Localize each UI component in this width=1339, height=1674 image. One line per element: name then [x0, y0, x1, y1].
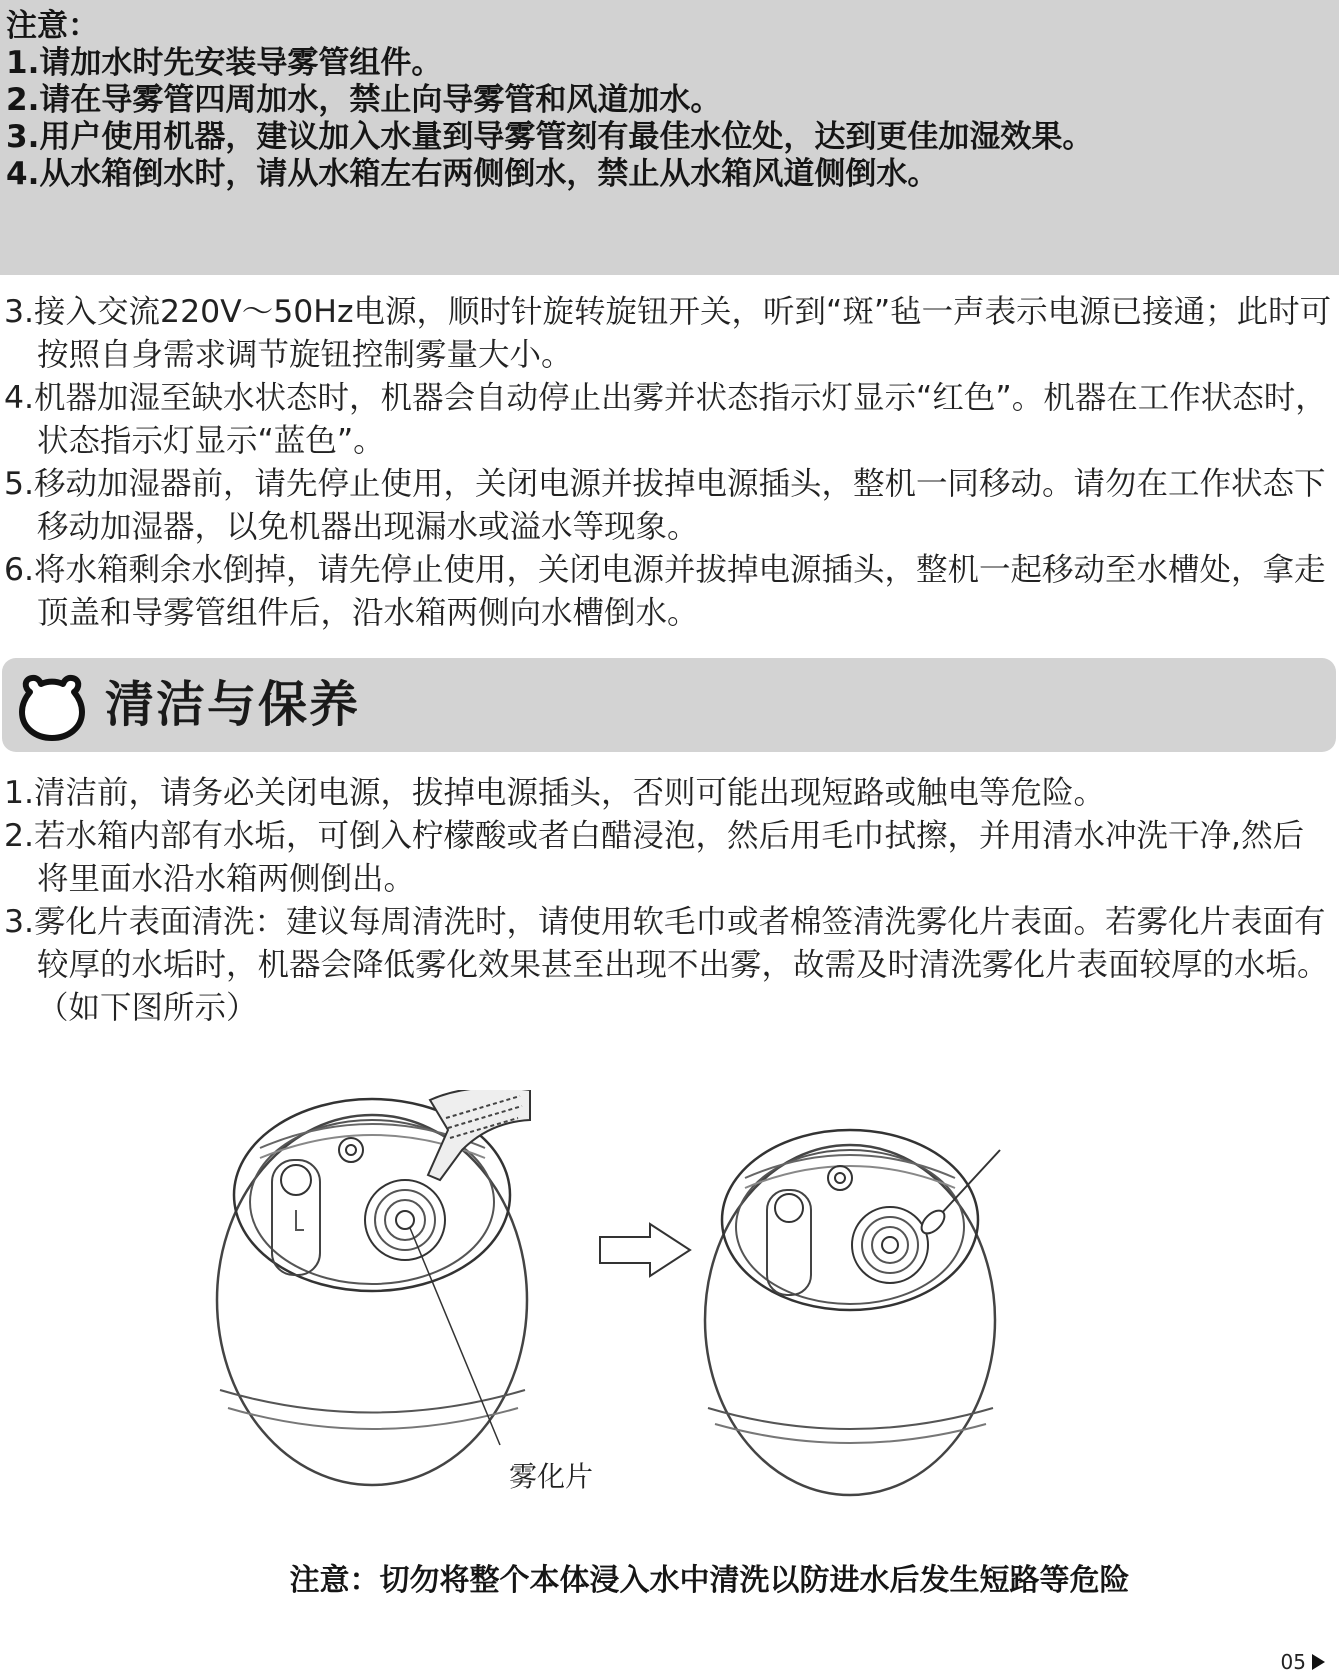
humidifier-before-cleaning — [217, 1090, 530, 1485]
cleaning-section-header — [2, 658, 1336, 752]
notice-heading: 注意： — [6, 8, 99, 44]
cleaning-illustration — [200, 1090, 1100, 1530]
cleaning-instructions — [4, 772, 1334, 1030]
notice-item-3: 3.用户使用机器，建议加入水量到导雾管刻有最佳水位处，达到更佳加湿效果。 — [6, 119, 1094, 155]
operation-instructions — [4, 291, 1334, 635]
page-number — [1281, 1650, 1325, 1674]
cleaning-item-3: 3.雾化片表面清洗：建议每周清洗时，请使用软毛巾或者棉签清洗雾化片表面。若雾化片表面有较厚的水垢时，机器会降低雾化效果甚至出现不出雾，故需及时清洗雾化片表面较厚的水垢。（如下图所示） — [4, 904, 1329, 1026]
bear-head-icon — [16, 670, 88, 742]
notice-item-1: 1.请加水时先安装导雾管组件。 — [6, 45, 443, 81]
notice-item-4: 4.从水箱倒水时，请从水箱左右两侧倒水，禁止从水箱风道侧倒水。 — [6, 156, 939, 192]
humidifier-after-cleaning — [705, 1130, 1000, 1495]
operation-item-3: 3.接入交流220V～50Hz电源，顺时针旋转旋钮开关，听到“斑”毡一声表示电源已接通；此时可按照自身需求调节旋钮控制雾量大小。 — [4, 294, 1332, 373]
operation-item-6: 6.将水箱剩余水倒掉，请先停止使用，关闭电源并拔掉电源插头，整机一起移动至水槽处，拿走顶盖和导雾管组件后，沿水箱两侧向水槽倒水。 — [4, 552, 1326, 631]
notice-box — [0, 0, 1339, 275]
arrow-right-icon — [600, 1224, 690, 1276]
operation-item-4: 4.机器加湿至缺水状态时，机器会自动停止出雾并状态指示灯显示“红色”。机器在工作状态时，状态指示灯显示“蓝色”。 — [4, 380, 1327, 459]
next-page-arrow-icon — [1312, 1654, 1325, 1670]
bottom-warning: 注意：切勿将整个本体浸入水中清洗以防进水后发生短路等危险 — [289, 1563, 1130, 1598]
cleaning-item-1: 1.清洁前，请务必关闭电源，拔掉电源插头，否则可能出现短路或触电等危险。 — [4, 775, 1106, 811]
operation-item-5: 5.移动加湿器前，请先停止使用，关闭电源并拔掉电源插头，整机一同移动。请勿在工作状态下移动加湿器，以免机器出现漏水或溢水等现象。 — [4, 466, 1326, 545]
cleaning-item-2: 2.若水箱内部有水垢，可倒入柠檬酸或者白醋浸泡，然后用毛巾拭擦，并用清水冲洗干净,然后将里面水沿水箱两侧倒出。 — [4, 818, 1305, 897]
notice-item-2: 2.请在导雾管四周加水，禁止向导雾管和风道加水。 — [6, 82, 722, 118]
page-number-text: 05 — [1280, 1650, 1306, 1674]
atomizer-label: 雾化片 — [509, 1460, 594, 1493]
section-title: 清洁与保养 — [105, 676, 361, 733]
